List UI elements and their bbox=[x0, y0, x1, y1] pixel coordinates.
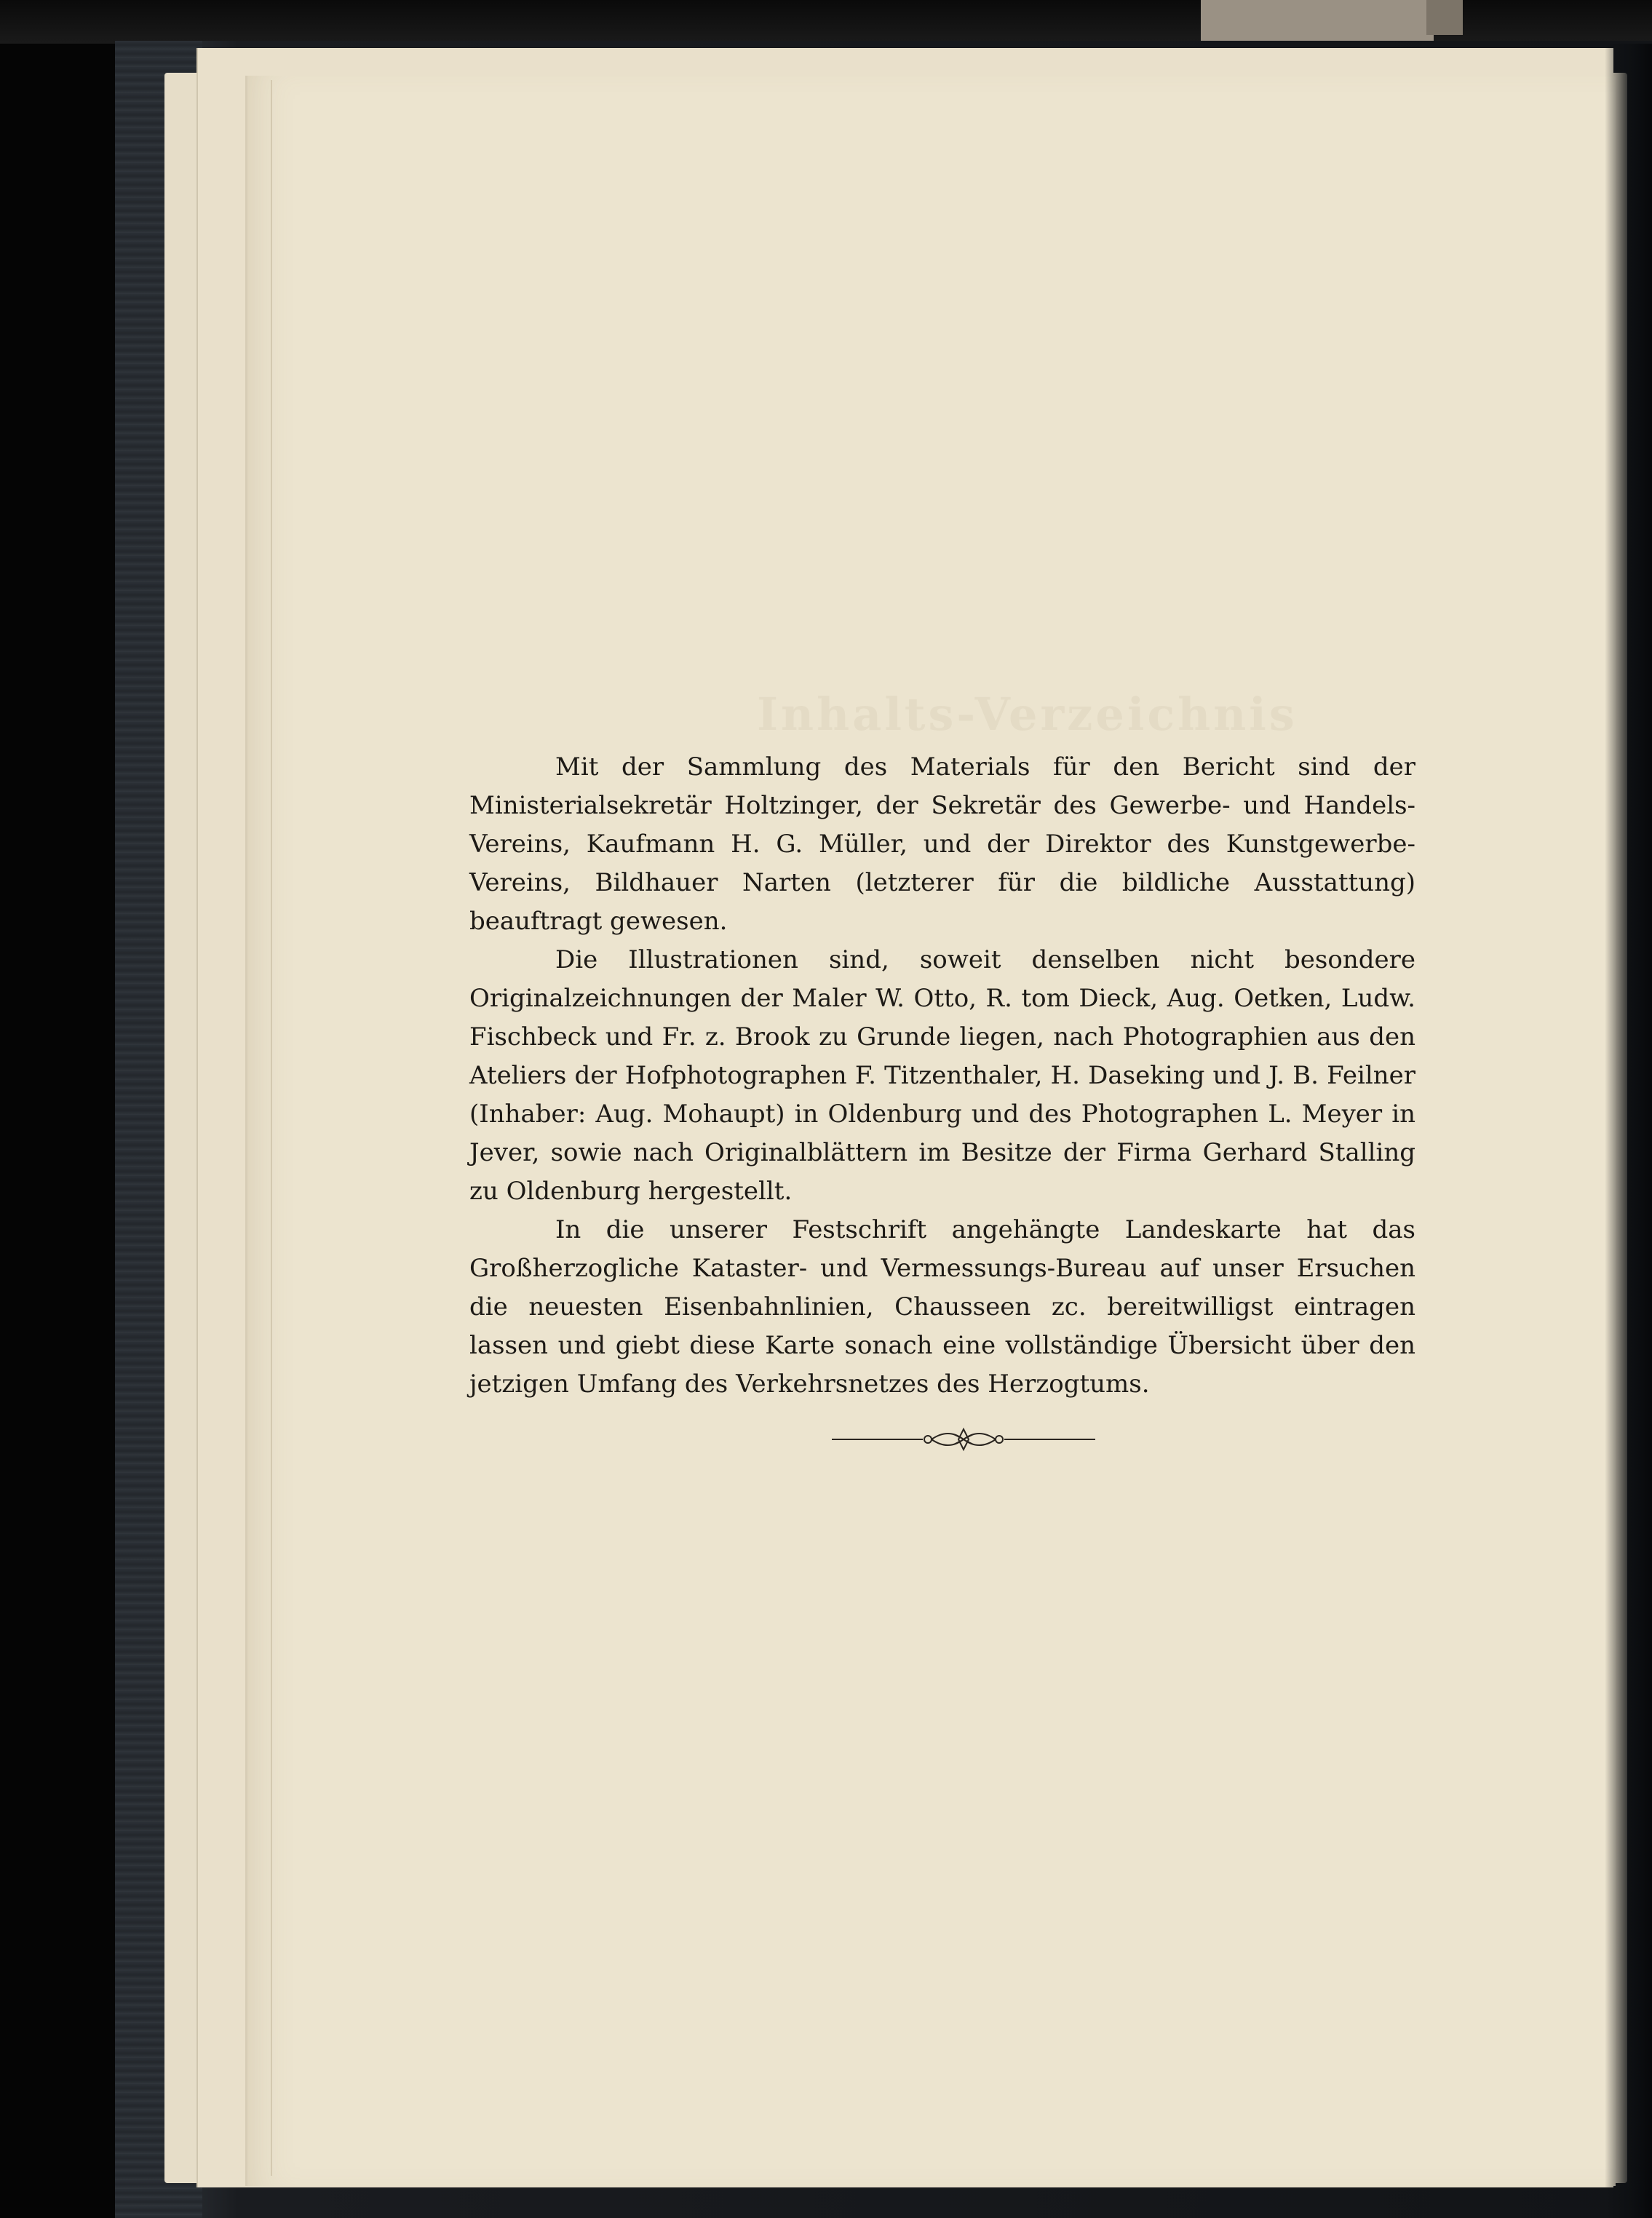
paragraph-map: In die unserer Festschrift angehängte Landeskarte hat das Großherzogliche Kataster- und Vermessungs-Bureau auf unser Ersuchen die neuesten Eisenbahnlinien, Chausseen zc. bereitwilligst eintragen lassen und giebt diese Karte sonach eine vollständige Übersicht über den jetzigen Umfang des Verkehrsnetzes des Herzogtums. bbox=[469, 1215, 1415, 1399]
page-gutter bbox=[271, 80, 272, 2176]
binding-tape-tab-edge bbox=[1426, 0, 1463, 35]
paragraph-illustrations: Die Illustrationen sind, soweit denselben nicht besondere Originalzeichnungen der Maler W. Otto, R. tom Dieck, Aug. Oetken, Ludw. Fischbeck und Fr. z. Brook zu Grunde liegen, nach Photographien aus den Ateliers der Hofphotographen F. Titzenthaler, H. Daseking und J. B. Feilner (Inhaber: Aug. Mohaupt) in Oldenburg und des Photographen L. Meyer in Jever, sowie nach Originalblättern im Besitze der Firma Gerhard Stalling zu Oldenburg hergestellt. bbox=[469, 945, 1415, 1206]
binding-tape-tab bbox=[1201, 0, 1434, 44]
right-cover-edge bbox=[1605, 44, 1652, 2218]
fleuron-divider-icon bbox=[832, 1425, 1095, 1454]
show-through-heading: Inhalts-Verzeichnis bbox=[757, 688, 1298, 741]
paragraph-editors: Mit der Sammlung des Materials für den Bericht sind der Ministerialsekretär Holtzinger, der Sekretär des Gewerbe- und Handels-Vereins, Kaufmann H. G. Müller, und der Direktor des Kunstgewerbe-Vereins, Bildhauer Narten (letzterer für die bildliche Ausstattung) beauftragt gewesen. bbox=[469, 752, 1415, 936]
body-text bbox=[469, 748, 1415, 1404]
